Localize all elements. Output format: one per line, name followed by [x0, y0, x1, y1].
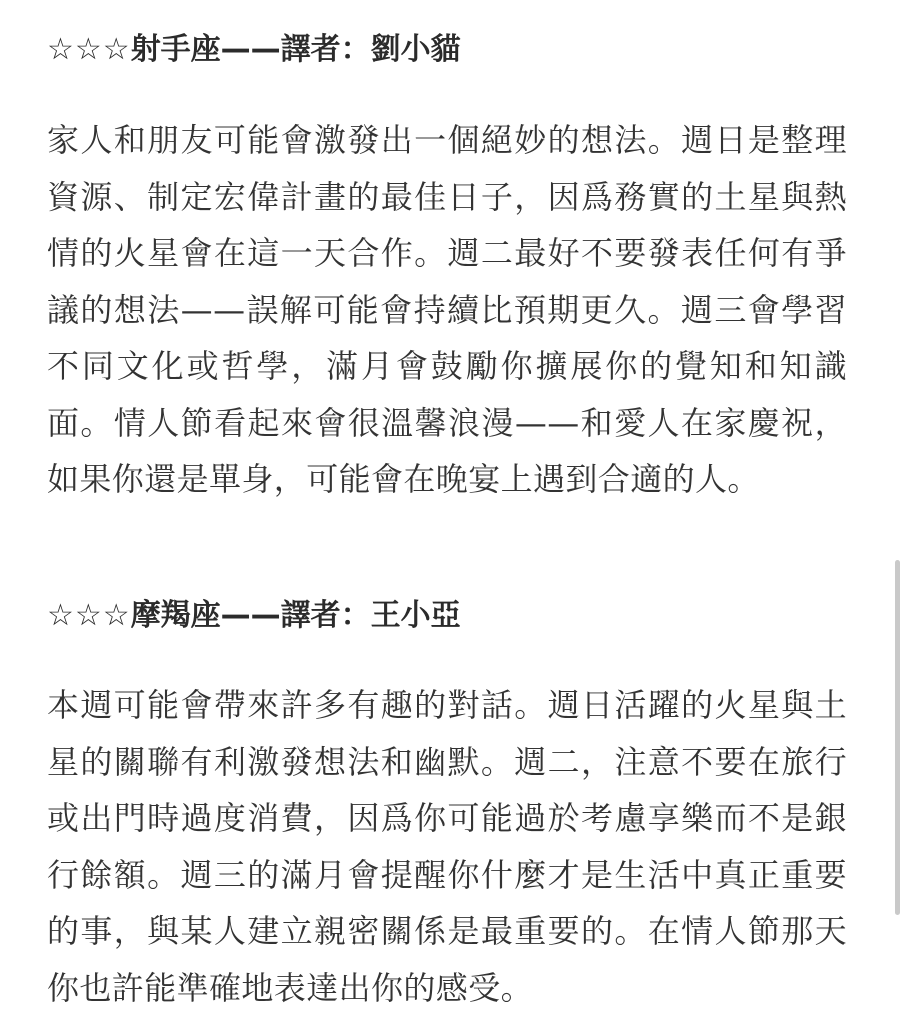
section-body: 家人和朋友可能會激發出一個絕妙的想法。週日是整理資源、制定宏偉計畫的最佳日子，因爲務實的土星與熱情的火星會在這一天合作。週二最好不要發表任何有爭議的想法——誤解可能會持續比預期更久。週三會學習不同文化或哲學，滿月會鼓勵你擴展你的覺知和知識面。情人節看起來會很溫馨浪漫——和愛人在家慶祝，如果你還是單身，可能會在晚宴上遇到合適的人。	[47, 121, 847, 498]
rating-stars: ☆☆☆	[47, 598, 131, 633]
section-heading	[47, 30, 461, 70]
section-heading	[47, 596, 461, 636]
rating-stars: ☆☆☆	[47, 32, 131, 67]
scrollbar[interactable]	[891, 0, 905, 1024]
section-body: 本週可能會帶來許多有趣的對話。週日活躍的火星與土星的關聯有利激發想法和幽默。週二，注意不要在旅行或出門時過度消費，因爲你可能過於考慮享樂而不是銀行餘額。週三的滿月會提醒你什麼才是生活中真正重要的事，與某人建立親密關係是最重要的。在情人節那天你也許能準確地表達出你的感受。	[47, 686, 847, 1007]
scrollbar-thumb[interactable]	[895, 560, 900, 915]
section-title: 摩羯座——譯者：王小亞	[130, 598, 461, 633]
section-title: 射手座——譯者：劉小貓	[130, 32, 461, 67]
